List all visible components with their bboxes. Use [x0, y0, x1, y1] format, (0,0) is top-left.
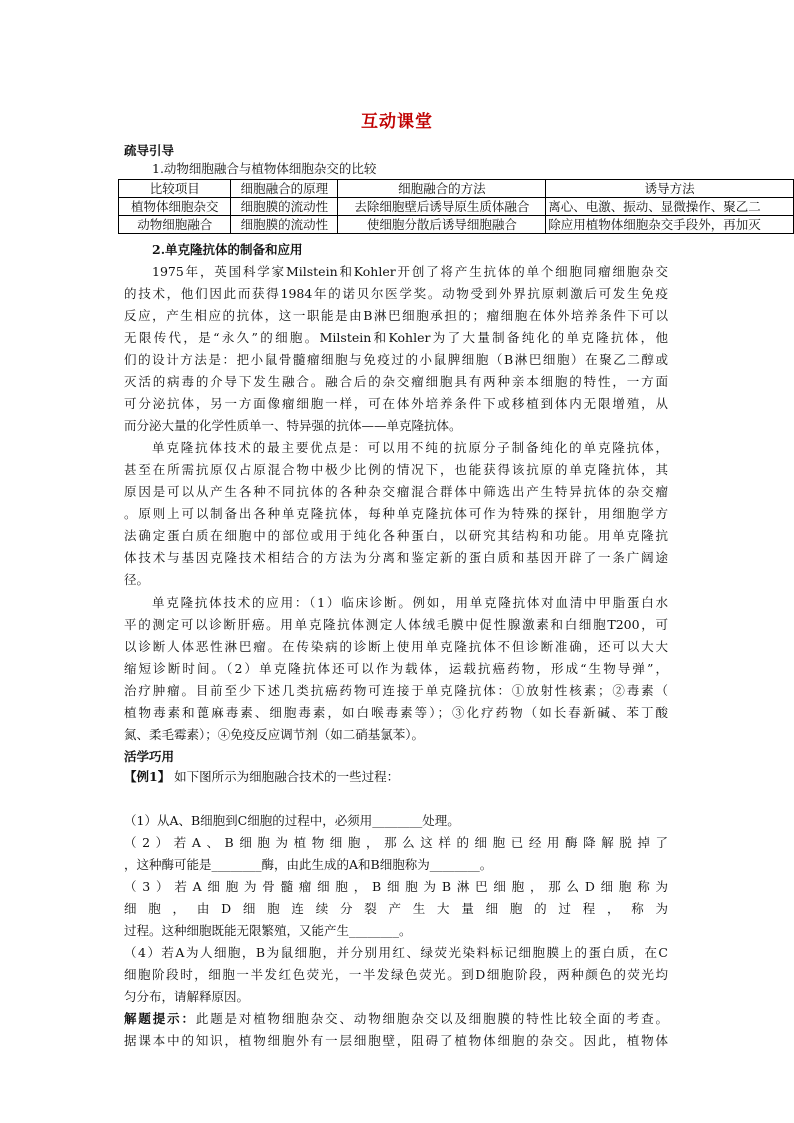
example-label: 【例1】: [124, 769, 171, 784]
question-4-line: （4）若A为人细胞，B为鼠细胞，并分别用红、绿荧光染料标记细胞膜上的蛋白质，在C: [124, 945, 668, 960]
para2-line: 体技术与基因克隆技术相结合的方法为分离和鉴定新的蛋白质和基因开辟了一条广阔途: [124, 550, 668, 565]
table-cell: 离心、电激、振动、显微操作、聚乙二: [546, 198, 794, 216]
table-cell: 细胞膜的流动性: [231, 198, 338, 216]
para1-line: 而分泌大量的化学性质单一、特异强的抗体——单克隆抗体。: [124, 418, 462, 433]
page-title: 互动课堂: [361, 112, 433, 132]
question-3-line: 过程。这种细胞既能无限繁殖，又能产生________。: [124, 923, 412, 938]
para3-line: 植物毒素和蓖麻毒素、细胞毒素，如白喉毒素等）；③化疗药物（如长春新碱、苯丁酸: [124, 705, 668, 720]
table-header-row: [119, 180, 794, 198]
para2-line: 法确定蛋白质在细胞中的部位或用于纯化各种蛋白，以研究其结构和功能。用单克隆抗: [124, 528, 668, 543]
para1-line: 可分泌抗体，另一方面像瘤细胞一样，可在体外培养条件下或移植到体内无限增殖，从: [124, 396, 668, 411]
table-header-cell: 比较项目: [119, 180, 231, 198]
example-line: [124, 766, 668, 787]
para2-line: 单克隆抗体技术的最主要优点是：可以用不纯的抗原分子制备纯化的单克隆抗体，: [152, 440, 668, 455]
hint-text: 此题是对植物细胞杂交、动物细胞杂交以及细胞膜的特性比较全面的考查。: [195, 1011, 668, 1026]
table-header-cell: 细胞融合的方法: [338, 180, 546, 198]
para1-line: 的技术，他们因此而获得1984年的诺贝尔医学奖。动物受到外界抗原刺激后可发生免疫: [124, 286, 668, 301]
hint-label: 解题提示：: [124, 1011, 196, 1026]
question-2-line: ，这种酶可能是________酶，由此生成的A和B细胞称为________。: [124, 857, 493, 872]
table-cell: 植物体细胞杂交: [119, 198, 231, 216]
question-3-line: （3）若A细胞为骨髓瘤细胞，B细胞为B淋巴细胞，那么D细胞称为: [124, 879, 668, 894]
table-cell: 动物细胞融合: [119, 216, 231, 234]
para3-line: 平的测定可以诊断肝癌。用单克隆抗体测定人体绒毛膜中促性腺激素和白细胞T200，可: [124, 617, 668, 632]
question-3-line: 细胞，由D细胞连续分裂产生大量细胞的过程，称为: [124, 901, 668, 916]
table-header-cell: 诱导方法: [546, 180, 794, 198]
table-header-cell: 细胞融合的原理: [231, 180, 338, 198]
para3-line: 单克隆抗体技术的应用：（1）临床诊断。例如，用单克隆抗体对血清中甲脂蛋白水: [152, 595, 668, 610]
para2-line: 原因是可以从产生各种不同抗体的各种杂交瘤混合群体中筛选出产生特异抗体的杂交瘤: [124, 484, 668, 499]
para2-line: 。原则上可以制备出各种单克隆抗体，每种单克隆抗体可作为特殊的探针，用细胞学方: [124, 506, 668, 521]
question-4-line: 细胞阶段时，细胞一半发红色荧光，一半发绿色荧光。到D细胞阶段，两种颜色的荧光均: [124, 967, 668, 982]
table-row: [119, 216, 794, 234]
table-cell: 细胞膜的流动性: [231, 216, 338, 234]
section-heading-apply: 活学巧用: [124, 749, 175, 764]
section-heading-guide: 疏导引导: [124, 143, 175, 158]
item1-title: 1.动物细胞融合与植物体细胞杂交的比较: [152, 161, 377, 176]
para2-line: 径。: [124, 572, 150, 587]
table-row: [119, 198, 794, 216]
table-cell: 使细胞分散后诱导细胞融合: [338, 216, 546, 234]
question-1: （1）从A、B细胞到C细胞的过程中，必须用________处理。: [124, 813, 460, 828]
para1-line: 无限传代，是“永久”的细胞。Milstein和Kohler为了大量制备纯化的单克隆抗体，他: [124, 330, 668, 345]
comparison-table: [118, 179, 794, 234]
para1-line: 们的设计方法是：把小鼠骨髓瘤细胞与免疫过的小鼠脾细胞（B淋巴细胞）在聚乙二醇或: [124, 352, 669, 367]
para1-line: 1975年，英国科学家Milstein和Kohler开创了将产生抗体的单个细胞同瘤细胞杂交: [152, 264, 668, 279]
para2-line: 甚至在所需抗原仅占原混合物中极少比例的情况下，也能获得该抗原的单克隆抗体，其: [124, 462, 668, 477]
hint-line-2: 据课本中的知识，植物细胞外有一层细胞壁，阻碍了植物体细胞的杂交。因此，植物体: [124, 1033, 668, 1048]
table-cell: 去除细胞壁后诱导原生质体融合: [338, 198, 546, 216]
table-cell: 除应用植物体细胞杂交手段外，再加灭: [546, 216, 794, 234]
para1-line: 反应，产生相应的抗体，这一职能是由B淋巴细胞承担的；瘤细胞在体外培养条件下可以: [124, 308, 668, 323]
para3-line: 缩短诊断时间。（2）单克隆抗体还可以作为载体，运载抗癌药物，形成“生物导弹”，: [124, 661, 668, 676]
para3-line: 以诊断人体恶性淋巴瘤。在传染病的诊断上使用单克隆抗体不但诊断准确，还可以大大: [124, 639, 668, 654]
example-text: 如下图所示为细胞融合技术的一些过程：: [170, 769, 400, 784]
question-4-line: 匀分布，请解释原因。: [124, 989, 250, 1004]
para3-line: 治疗肿瘤。目前至少下述几类抗癌药物可连接于单克隆抗体：①放射性核素；②毒素（: [124, 683, 668, 698]
para3-line: 氮、柔毛霉素）；④免疫反应调节剂（如二硝基氯苯）。: [124, 727, 425, 742]
question-2-line: （2）若A、B细胞为植物细胞，那么这样的细胞已经用酶降解脱掉了: [124, 835, 668, 850]
hint-line: [124, 1008, 668, 1029]
para1-line: 灭活的病毒的介导下发生融合。融合后的杂交瘤细胞具有两种亲本细胞的特性，一方面: [124, 374, 668, 389]
item2-title: 2.单克隆抗体的制备和应用: [152, 242, 303, 257]
